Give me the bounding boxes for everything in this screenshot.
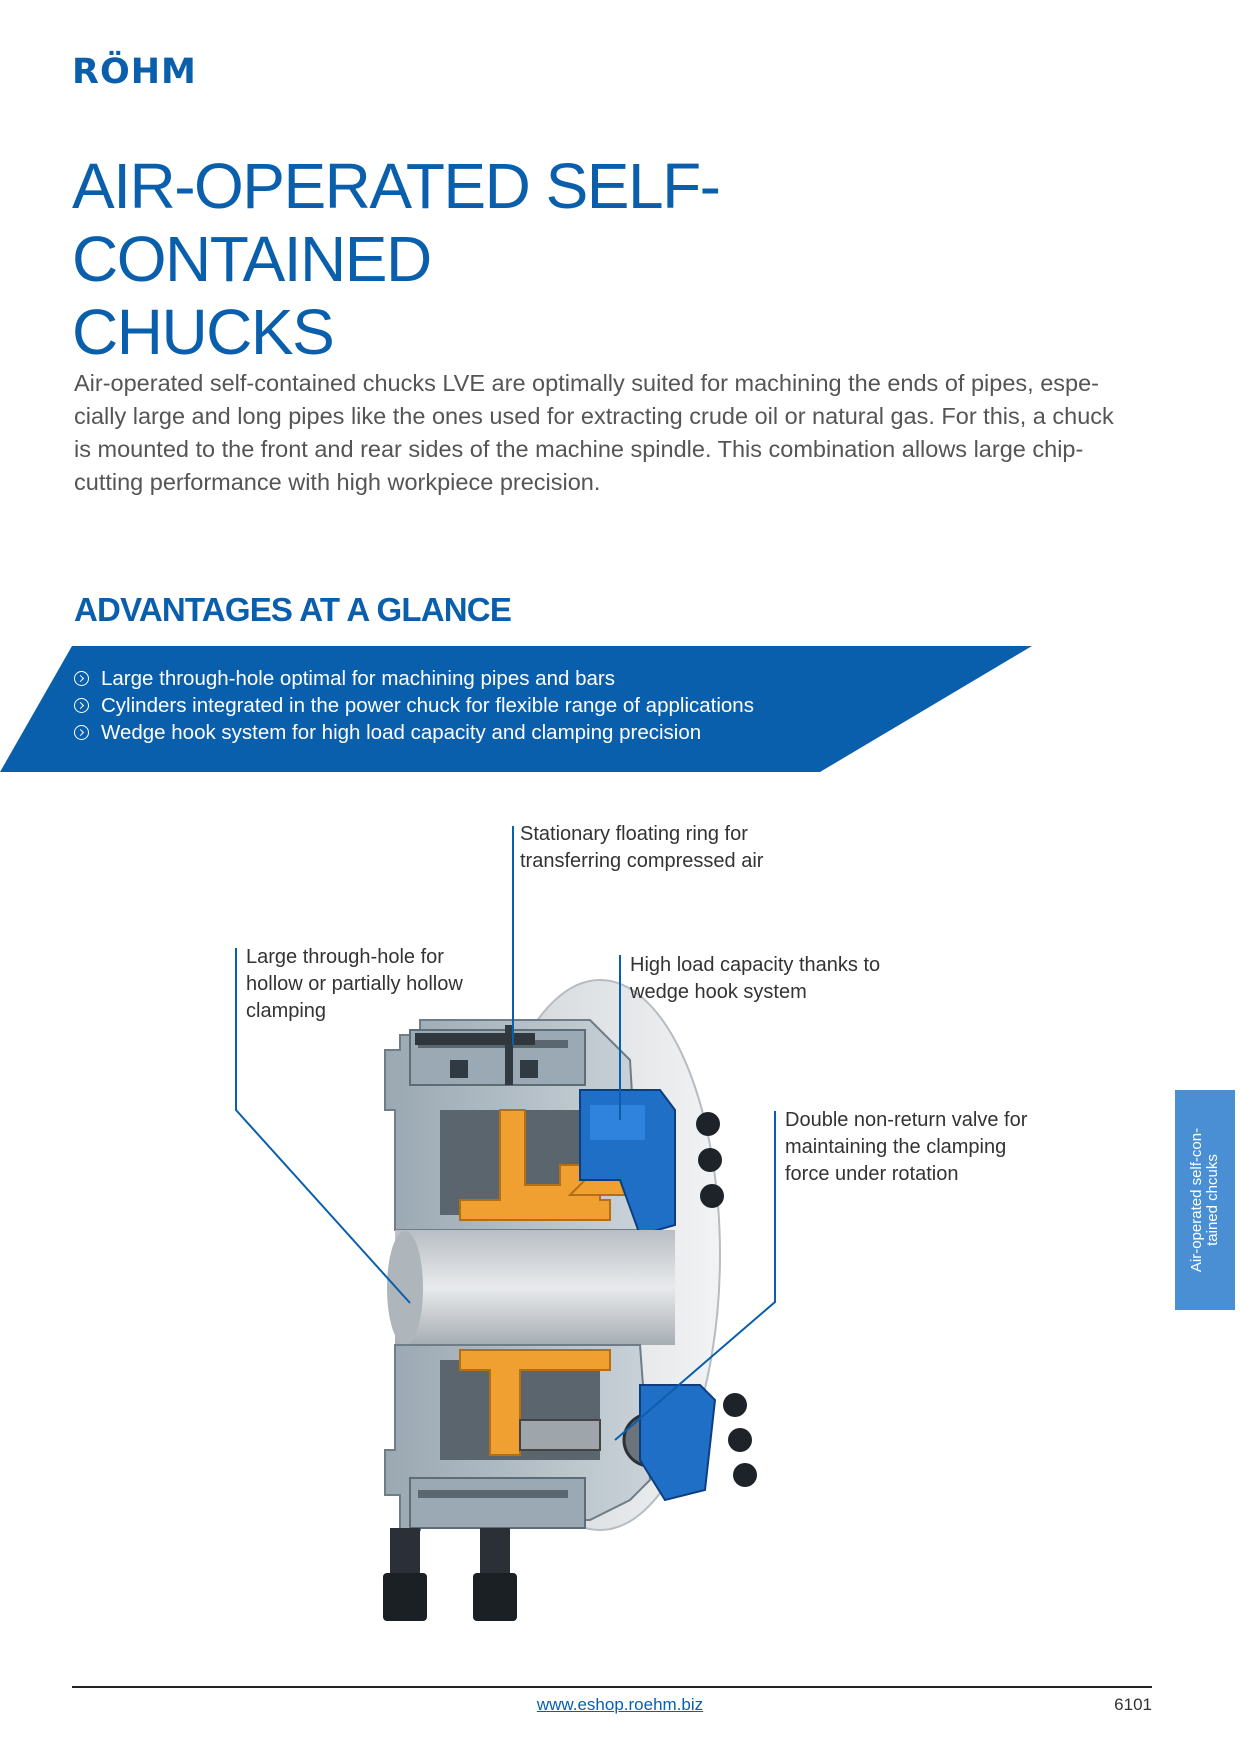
through-hole-bore (395, 1230, 675, 1345)
screw (728, 1428, 752, 1452)
callout-line: wedge hook system (630, 981, 807, 1003)
intro-line-3: is mounted to the front and rear sides of the machine spindle. This combination allows large chip- (74, 436, 1084, 462)
side-tab-line-1: Air-operated self-con- (1188, 1127, 1205, 1273)
screw (733, 1463, 757, 1487)
arrow-circle-icon (74, 698, 89, 713)
advantage-text: Large through-hole optimal for machining pipes and bars (101, 666, 615, 690)
side-tab-label (1189, 1100, 1221, 1300)
screw (700, 1184, 724, 1208)
callout-line: maintaining the clamping (785, 1136, 1007, 1158)
screw (723, 1393, 747, 1417)
screw (696, 1112, 720, 1136)
section-side-tab[interactable] (1175, 1090, 1235, 1310)
page-number: 6101 (1114, 1695, 1152, 1714)
roehm-logo (72, 52, 212, 98)
callout-line: Stationary floating ring for (520, 823, 748, 845)
chuck-cutaway-illustration (0, 800, 1240, 1680)
title-line-2: CHUCKS (72, 296, 334, 368)
intro-line-1: Air-operated self-contained chucks LVE are optimally suited for machining the ends of pipes, espe- (74, 370, 1099, 396)
floating-ring-lower (410, 1478, 585, 1528)
logo-wordmark: RÖHM (72, 52, 197, 92)
callout-line: hollow or partially hollow (246, 973, 463, 995)
callout-valve (785, 1107, 1027, 1188)
advantages-heading: ADVANTAGES AT A GLANCE (74, 591, 512, 628)
callout-wedge-hook (630, 952, 880, 1006)
callout-line: Double non-return valve for (785, 1109, 1028, 1131)
advantages-list (74, 665, 754, 746)
arrow-circle-icon (74, 725, 89, 740)
bolt (415, 1033, 535, 1045)
air-fitting (480, 1528, 510, 1573)
advantage-item (74, 692, 754, 719)
callout-floating-ring (520, 821, 763, 875)
callout-line: force under rotation (785, 1163, 959, 1185)
intro-line-4: cutting performance with high workpiece precision. (74, 469, 601, 495)
advantage-text: Wedge hook system for high load capacity and clamping precision (101, 720, 702, 744)
callout-line: clamping (246, 1000, 327, 1022)
side-tab-line-2: tained chcuks (1204, 1154, 1221, 1246)
advantage-item (74, 719, 754, 746)
advantage-text: Cylinders integrated in the power chuck for flexible range of applications (101, 693, 754, 717)
non-return-valve (520, 1420, 600, 1450)
callout-line: High load capacity thanks to (630, 954, 881, 976)
screw (698, 1148, 722, 1172)
eshop-link[interactable]: www.eshop.roehm.biz (536, 1695, 704, 1714)
footer-divider (72, 1686, 1152, 1688)
title-line-1: AIR-OPERATED SELF-CONTAINED (72, 150, 720, 295)
arrow-circle-icon (74, 671, 89, 686)
callout-through-hole (246, 944, 463, 1025)
advantage-item (74, 665, 754, 692)
intro-line-2: cially large and long pipes like the ones used for extracting crude oil or natural gas. For this, a chuck (74, 403, 1114, 429)
intro-paragraph (74, 367, 1164, 499)
air-fitting (390, 1528, 420, 1573)
page-title (72, 150, 1072, 369)
callout-line: transferring compressed air (520, 850, 764, 872)
callout-line: Large through-hole for (246, 946, 444, 968)
